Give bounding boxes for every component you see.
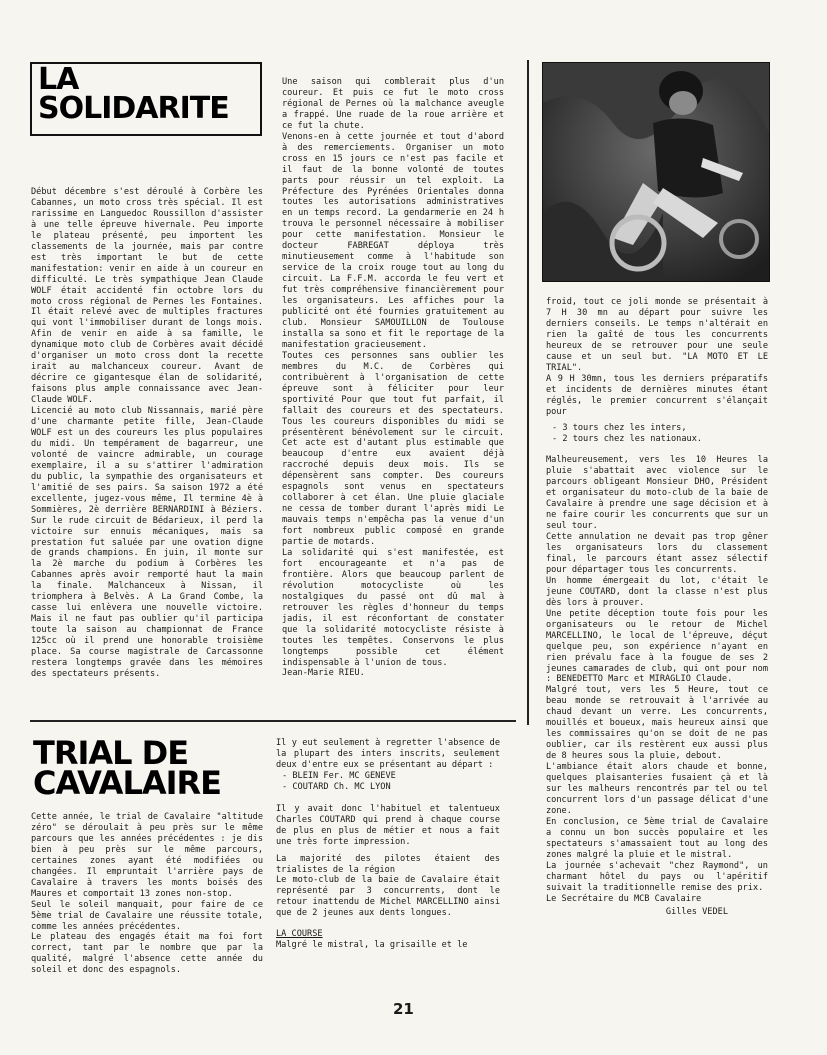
article2-paragraph: Malheureusement, vers les 10 Heures la pluie s'abattait avec violence sur le parcours obligeant Monsieur DHO, Président et organisateur du moto-club de la baie de Cavalaire à prendre une sage décision et à ne faire courir les concurrents que sur un seul tour. <box>546 455 768 532</box>
article2-paragraph: Malgré le mistral, la grisaille et le <box>276 940 468 951</box>
article1-signature: Jean-Marie RIEU. <box>282 668 365 679</box>
article2-paragraph: Une petite déception toute fois pour les organisateurs ou le retour de Michel MARCELLINO, le local de l'épreuve, déçut quelque peu, son expérience n'ayant en rien prévalu face à la fougue de ses 2 jeunes camarades de club, qui ont pour nom : BENEDETTO Marc et MIRAGLIO Claude. <box>546 608 768 685</box>
article2-paragraph: Un homme émergeait du lot, c'était le jeune COUTARD, dont la classe n'est plus dès lors à prouver. <box>546 575 768 608</box>
article2-paragraph: La majorité des pilotes étaient des trialistes de la région <box>276 853 500 875</box>
article2-column-3 <box>546 297 768 918</box>
headline-box-la-solidarite <box>30 62 262 136</box>
article2-column-2 <box>276 738 500 951</box>
article2-paragraph: Seul le soleil manquait, pour faire de ce 5ème trial de Cavalaire une réussite totale, comme les années précédentes. <box>31 899 263 932</box>
article2-paragraph: A 9 H 30mn, tous les derniers préparatifs et incidents de dernières minutes étant réglés, le premier concurrent s'élançait pour <box>546 373 768 417</box>
article2-paragraph: Il y avait donc l'habituel et talentueux Charles COUTARD qui prend à chaque course de plus en plus de métier et nous a fait une très forte impression. <box>276 803 500 847</box>
article1-paragraph: La solidarité qui s'est manifestée, est fort encourageante et n'a pas de frontière. Alors que beaucoup parlent de révolution motocycliste où les nostalgiques du passé ont dû mal à retrouver les règles d'honneur du temps jadis, il est réconfortant de constater que la solidarité motocycliste résiste à toutes les tempêtes. Conservons le plus longtemps possible cet élément indispensable à l'union de tous. <box>282 547 504 668</box>
article2-paragraph: Le moto-club de la baie de Cavalaire était représenté par 3 concurrents, dont le retour inattendu de Michel MARCELLINO ainsi que de 2 jeunes aux dents longues. <box>276 875 500 919</box>
headline-trial-de-cavalaire <box>33 734 243 803</box>
rider-entry: - BLEIN Fer. MC GENEVE <box>282 770 396 781</box>
headline-line-1: TRIAL DE <box>33 734 189 772</box>
article1-column-1 <box>31 187 263 680</box>
column-divider-vertical <box>527 60 529 725</box>
article2-paragraph: Cette annulation ne devait pas trop gêner les organisateurs lors du classement final, le parcours étant assez sélectif pour départager tous les concurrents. <box>546 532 768 575</box>
article1-paragraph: Licencié au moto club Nissannais, marié père d'une charmante petite fille, Jean-Claude WOLF est un des coureurs les plus populaires du midi. Un tempérament de bagarreur, une volonté de vaincre admirable, un courage exemplaire, il a su s'attirer l'admiration du public, la sympathie des organisateurs et l'amitié de ses pairs. Sa saison 1972 a été excellente, jugez-vous même, Il termine 4è à Sommières, 2è derrière BERNARDINI à Béziers. Sur le rude circuit de Bédarieux, il perd la victoire sur ennuis mécaniques, mais sa prestation fut saluée par une ovation digne de grands champions. En juin, il monte sur la 2è marche du podium à Corbères les Cabannes après avoir remporté haut la main la finale. Malchanceux à Nissan, il triomphera à Belvès. A La Grand Combe, la casse lui enlèvera une nouvelle victoire. Mais il ne faut pas oublier qu'il participa toute la saison au championnat de France 125cc où il prend une honorable troisième place. Sa course magistrale de Carcassonne restera longtemps gravée dans les mémoires des spectateurs présents. <box>31 406 263 679</box>
laps-entry: - 2 tours chez les nationaux. <box>552 434 703 445</box>
article2-signature-line-2: Gilles VEDEL <box>665 907 728 918</box>
article1-column-2 <box>282 77 504 679</box>
article2-paragraph: L'ambiance était alors chaude et bonne, quelques plaisanteries fusaient çà et là sur les malheurs rencontrés par tel ou tel concurrent lors d'un passage délicat d'une zone. <box>546 762 768 816</box>
article1-paragraph: Début décembre s'est déroulé à Corbère les Cabannes, un moto cross très spécial. Il est rarissime en Languedoc Roussillon d'assister à une telle épreuve hivernale. Peu importe le plateau présenté, peu importent les classements de la journée, mais par contre est très important le but de cette manifestation: venir en aide à un coureur en difficulté. Le très sympathique Jean Claude WOLF était accidenté fin octobre lors du moto cross régional de Pernes les Fontaines. Il était relevé avec de multiples fractures qui vont l'immobiliser durant de longs mois. Afin de venir en aide à sa famille, le dynamique moto club de Corbères avait décidé d'organiser un moto cross dont la recette irait au malchanceux coureur. Avant de décrire ce gigantesque élan de solidarité, faisons plus ample connaissance avec Jean-Claude WOLF. <box>31 187 263 406</box>
trial-rider-photo <box>542 62 770 282</box>
article2-paragraph: Cette année, le trial de Cavalaire "altitude zéro" se déroulait à peu près sur le même parcours que les années précédentes : je dis bien à peu près sur le même parcours, certaines zones ayant été modifiées ou changées. Il empruntait l'arrière pays de Cavalaire à travers les monts boisés des Maures et comportait 13 zones non-stop. <box>31 812 263 899</box>
rider-entry: - COUTARD Ch. MC LYON <box>282 781 391 792</box>
article2-column-1 <box>31 812 263 976</box>
article1-paragraph: Venons-en à cette journée et tout d'abord à des remerciements. Organiser un moto cross en 15 jours ce n'est pas facile et il faut de la bonne volonté de toutes parts pour réussir un tel exploit. La Préfecture des Pyrénées Orientales donna toutes les autorisations administratives en un temps record. La gendarmerie en 24 h trouva le personnel nécessaire à mobiliser pour cette manifestation. Monsieur le docteur FABREGAT déploya très minutieusement comme à l'habitude son service de la croix rouge tout au long du circuit. La F.F.M. accorda le feu vert et fut très compréhensive financièrement pour les organisateurs. Les affiches pour la publicité ont été fournies gratuitement au club. Monsieur SAMOUILLON de Toulouse installa sa sono et fit le reportage de la manifestation gracieusement. <box>282 131 504 350</box>
laps-entry: - 3 tours chez les inters, <box>552 423 687 434</box>
motorcycle-rider-image <box>543 63 769 281</box>
article2-paragraph: En conclusion, ce 5ème trial de Cavalaire a connu un bon succès populaire et les spectateurs s'amassaient tout au long des zones malgré la pluie et le mistral. <box>546 816 768 860</box>
headline-line-2: CAVALAIRE <box>33 764 221 803</box>
page-number: 21 <box>393 1000 414 1018</box>
article2-paragraph: Il y eut seulement à regretter l'absence de la plupart des inters inscrits, seulement deux d'entre eux se présentant au départ : <box>276 738 500 770</box>
article2-signature-line-1: Le Secrétaire du MCB Cavalaire <box>546 893 702 904</box>
article2-paragraph: Malgré tout, vers les 5 Heure, tout ce beau monde se retrouvait à l'arrivée au chaud devant un verre. Les concurrents, mouillés et boueux, mais heureux ainsi que les commissaires qu'on se doit de ne pas oublier, car ils restèrent eux aussi plus de 8 heures sous la pluie, debout. <box>546 685 768 762</box>
headline-line-2: SOLIDARITE <box>38 90 229 126</box>
article-divider-horizontal <box>30 720 516 722</box>
article2-paragraph: Le plateau des engagés était ma foi fort correct, tant par le nombre que par la qualité, malgré l'absence cette année du soleil et donc des espagnols. <box>31 932 263 976</box>
headline-line-1: LA <box>38 62 79 97</box>
article1-paragraph: Une saison qui comblerait plus d'un coureur. Et puis ce fut le moto cross régional de Pernes où la malchance aveugle a frappé. Une ruade de la roue arrière et ce fut la chute. <box>282 77 504 131</box>
article2-paragraph: La journée s'achevait "chez Raymond", un charmant hôtel du pays ou l'apéritif suivait la traditionnelle remise des prix. <box>546 860 768 893</box>
article1-paragraph: Toutes ces personnes sans oublier les membres du M.C. de Corbères qui contribuèrent à l'organisation de cette épreuve sont à féliciter pour leur sportivité Pour que tout fut parfait, il fallait des coureurs et des spectateurs. Tous les coureurs disponibles du midi se présentèrent bénévolement sur le circuit. Cet acte est d'autant plus estimable que beaucoup d'entre eux avaient déjà raccroché depuis deux mois. Ils se dépensèrent sans compter. Des coureurs espagnols sont venus en spectateurs collaborer à cet élan. Une pluie glaciale ne cessa de tomber durant l'après midi Le mauvais temps n'empêcha pas la venue d'un fort nombreux public composé en grande partie de motards. <box>282 350 504 548</box>
course-heading: LA COURSE <box>276 929 323 940</box>
article2-paragraph: froid, tout ce joli monde se présentait à 7 H 30 mn au départ pour suivre les derniers conseils. Le temps n'altérait en rien la gaîté de tous les concurrents heureux de se retrouver pour une seule cause et un seul but. "LA MOTO ET LE TRIAL". <box>546 297 768 373</box>
